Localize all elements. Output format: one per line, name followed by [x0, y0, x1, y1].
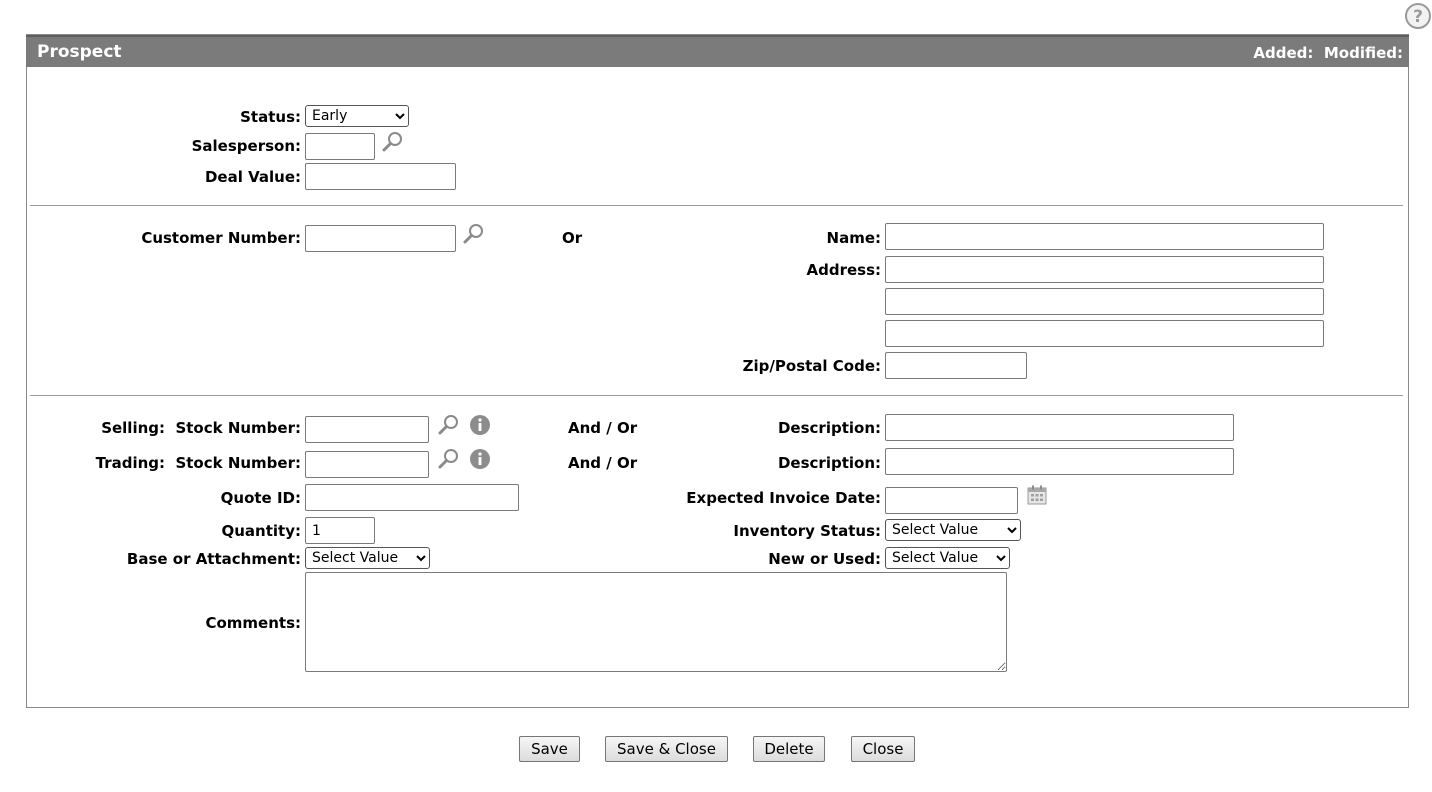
quantity-input[interactable] — [305, 517, 375, 544]
customer-number-input[interactable] — [305, 225, 456, 252]
panel-header — [26, 35, 1409, 67]
save-and-close-button[interactable]: Save & Close — [605, 736, 728, 762]
selling-stock-info-icon[interactable] — [469, 414, 491, 436]
inventory-status-label: Inventory Status: — [733, 522, 881, 540]
trading-and-or-label: And / Or — [568, 454, 638, 472]
inventory-status-select[interactable] — [885, 519, 1021, 541]
zip-label: Zip/Postal Code: — [742, 357, 881, 375]
customer-lookup-magnifier-icon[interactable] — [462, 222, 486, 246]
address-line3-input[interactable] — [885, 320, 1324, 347]
address-line1-input[interactable] — [885, 256, 1324, 283]
selling-description-input[interactable] — [885, 414, 1234, 441]
selling-stock-lookup-magnifier-icon[interactable] — [437, 413, 461, 437]
name-input[interactable] — [885, 223, 1324, 250]
quote-id-label: Quote ID: — [220, 489, 301, 507]
calendar-icon[interactable] — [1026, 484, 1048, 506]
status-label: Status: — [240, 108, 301, 126]
zip-input[interactable] — [885, 352, 1027, 379]
base-or-attachment-select[interactable] — [305, 547, 430, 569]
trading-description-input[interactable] — [885, 448, 1234, 475]
address-line2-input[interactable] — [885, 288, 1324, 315]
deal-value-label: Deal Value: — [204, 168, 301, 186]
help-circle-icon[interactable] — [1404, 2, 1432, 30]
customer-number-label: Customer Number: — [141, 229, 301, 247]
salesperson-lookup-magnifier-icon[interactable] — [381, 130, 405, 154]
close-button[interactable]: Close — [851, 736, 915, 762]
timestamps — [1253, 44, 1403, 62]
trading-stock-number-label: Trading: Stock Number: — [95, 454, 301, 472]
salesperson-input[interactable] — [305, 133, 375, 160]
added-label: Added: — [1253, 44, 1314, 62]
selling-stock-number-label: Selling: Stock Number: — [101, 419, 301, 437]
expected-invoice-date-label: Expected Invoice Date: — [686, 489, 881, 507]
trading-stock-number-input[interactable] — [305, 451, 429, 478]
selling-description-label: Description: — [777, 419, 881, 437]
new-or-used-label: New or Used: — [768, 550, 881, 568]
base-or-attachment-label: Base or Attachment: — [126, 550, 301, 568]
expected-invoice-date-input[interactable] — [885, 487, 1018, 514]
selling-and-or-label: And / Or — [568, 419, 638, 437]
svg-text:?: ? — [1413, 7, 1423, 27]
salesperson-label: Salesperson: — [191, 137, 301, 155]
delete-button[interactable]: Delete — [753, 736, 825, 762]
deal-value-input[interactable] — [305, 163, 456, 190]
page-title: Prospect — [37, 42, 122, 62]
status-select[interactable] — [305, 105, 409, 127]
trading-description-label: Description: — [777, 454, 881, 472]
divider — [30, 395, 1403, 396]
divider — [30, 205, 1403, 206]
name-label: Name: — [826, 229, 881, 247]
comments-textarea[interactable] — [305, 572, 1007, 672]
comments-label: Comments: — [205, 614, 301, 632]
or-label: Or — [562, 229, 583, 247]
trading-stock-info-icon[interactable] — [469, 448, 491, 470]
quote-id-input[interactable] — [305, 484, 519, 511]
modified-label: Modified: — [1323, 44, 1403, 62]
new-or-used-select[interactable] — [885, 547, 1010, 569]
quantity-label: Quantity: — [221, 522, 301, 540]
address-label: Address: — [806, 261, 881, 279]
save-button[interactable]: Save — [519, 736, 580, 762]
trading-stock-lookup-magnifier-icon[interactable] — [437, 447, 461, 471]
selling-stock-number-input[interactable] — [305, 416, 429, 443]
